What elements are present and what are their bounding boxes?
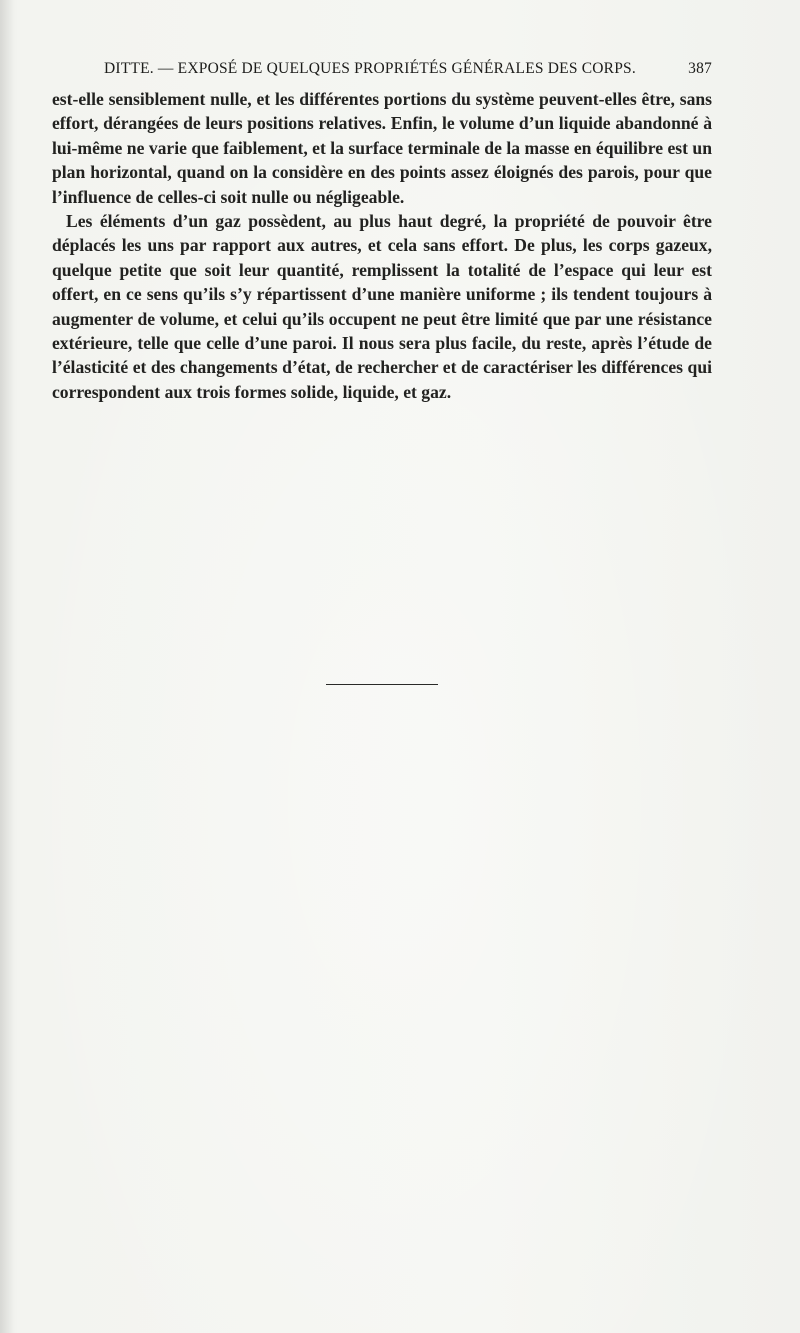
- section-end-rule: [326, 684, 438, 685]
- bleed-through-texture: [30, 440, 720, 1220]
- page-gutter-shadow: [0, 0, 14, 1333]
- header-title: DITTE. — EXPOSÉ DE QUELQUES PROPRIÉTÉS GÉNÉRALES DES CORPS.: [104, 60, 636, 77]
- paragraph-1: est-elle sensiblement nulle, et les différentes portions du système peuvent-elles être, sans effort, dérangées de leurs positions relatives. Enfin, le volume d’un liquide abandonné à lui-même ne varie que faiblement, et la surface terminale de la masse en équilibre est un plan horizontal, quand on la considère en des points assez éloignés des parois, pour que l’influence de celles-ci soit nulle ou négligeable.: [52, 89, 712, 207]
- running-header: [104, 60, 712, 82]
- page-number: 387: [688, 60, 712, 77]
- paragraph-2: Les éléments d’un gaz possèdent, au plus haut degré, la propriété de pouvoir être déplacés les uns par rapport aux autres, et cela sans effort. De plus, les corps gazeux, quelque petite que soit leur quantité, remplissent la totalité de l’espace qui leur est offert, en ce sens qu’ils s’y répartissent d’une manière uniforme ; ils tendent toujours à augmenter de volume, et celui qu’ils occupent ne peut être limité que par une résistance extérieure, telle que celle d’une paroi. Il nous sera plus facile, du reste, après l’étude de l’élasticité et des changements d’état, de rechercher et de caractériser les différences qui correspondent aux trois formes solide, liquide, et gaz.: [52, 211, 712, 402]
- body-text: [52, 87, 712, 404]
